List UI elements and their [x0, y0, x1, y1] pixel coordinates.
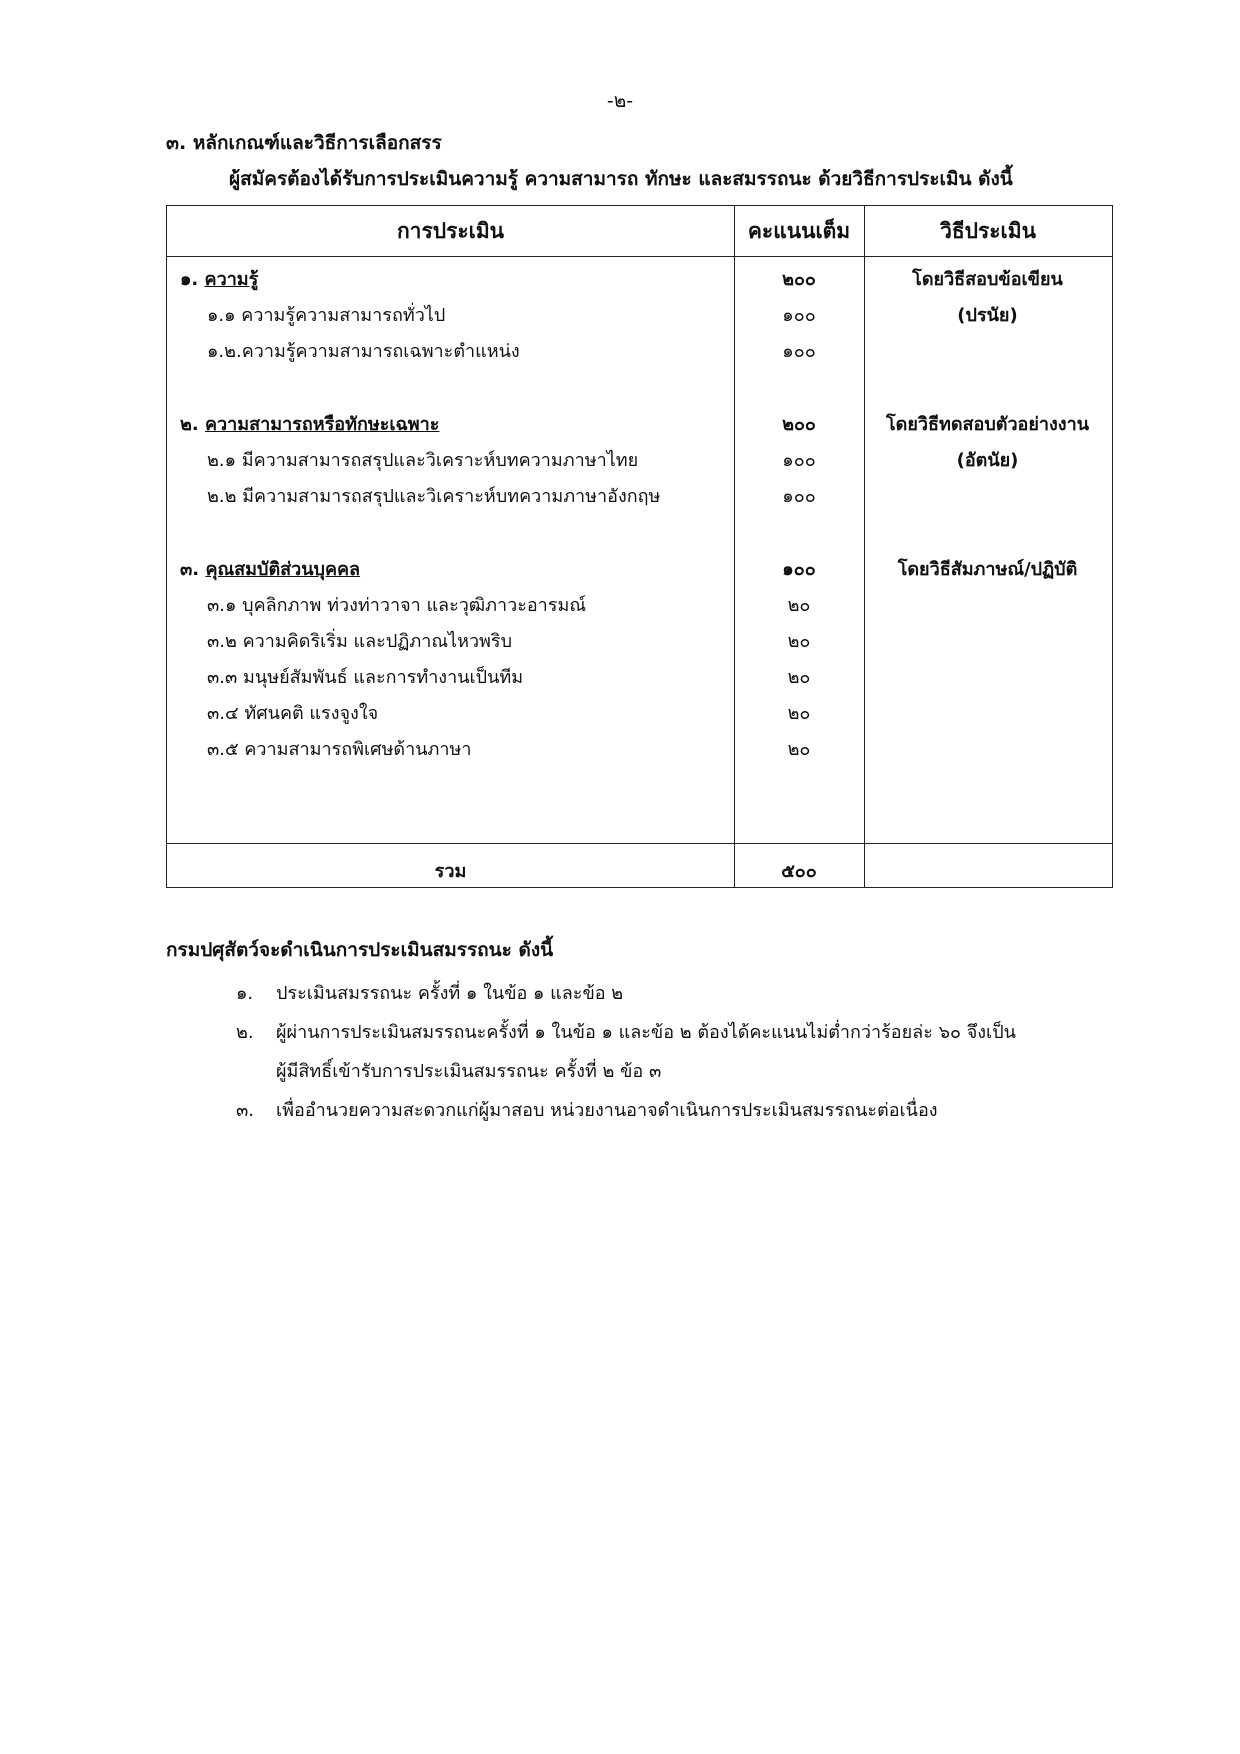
note-3-line-1: เพื่ออำนวยความสะดวกแก่ผู้มาสอบ หน่วยงานอาจดำเนินการประเมินสมรรถนะต่อเนื่อง: [276, 1100, 938, 1121]
header-divider: [167, 256, 1112, 257]
note-2-line-2: ผู้มีสิทธิ์เข้ารับการประเมินสมรรถนะ ครั้งที่ ๒ ข้อ ๓: [276, 1061, 662, 1082]
item-1-1-score: ๑๐๐: [782, 305, 816, 326]
item-3-3-label: ๓.๓ มนุษย์สัมพันธ์ และการทำงานเป็นทีม: [207, 667, 524, 688]
note-1-line-1: ประเมินสมรรถนะ ครั้งที่ ๑ ในข้อ ๑ และข้อ ๒: [276, 983, 624, 1004]
group-1-method-line-2: (ปรนัย): [957, 305, 1018, 326]
group-1-method-line-1: โดยวิธีสอบข้อเขียน: [912, 269, 1063, 290]
item-3-5-label: ๓.๕ ความสามารถพิเศษด้านภาษา: [207, 739, 472, 760]
item-1-2-label: ๑.๒.ความรู้ความสามารถเฉพาะตำแหน่ง: [207, 341, 520, 362]
item-3-2-score: ๒๐: [787, 631, 811, 652]
item-3-4-label: ๓.๔ ทัศนคติ แรงจูงใจ: [207, 703, 379, 724]
note-1-number: ๑.: [236, 983, 254, 1004]
group-2-label: ความสามารถหรือทักษะเฉพาะ: [204, 414, 440, 435]
group-3-title: [180, 554, 360, 583]
group-2-score: ๒๐๐: [782, 414, 816, 435]
group-1-title: [180, 264, 258, 293]
note-2-number: ๒.: [236, 1022, 254, 1043]
item-1-1-label: ๑.๑ ความรู้ความสามารถทั่วไป: [207, 305, 446, 326]
item-3-3-score: ๒๐: [787, 667, 811, 688]
group-3-score: ๑๐๐: [782, 559, 816, 580]
page-number: -๒-: [606, 90, 634, 112]
total-divider: [167, 843, 1112, 844]
item-2-2-score: ๑๐๐: [782, 486, 816, 507]
header-method: วิธีประเมิน: [940, 219, 1036, 243]
header-assessment: การประเมิน: [396, 219, 505, 243]
item-2-1-label: ๒.๑ มีความสามารถสรุปและวิเคราะห์บทความภาษาไทย: [207, 450, 639, 471]
group-2-title: [180, 409, 439, 438]
group-2-number: ๒.: [180, 414, 199, 435]
group-1-label: ความรู้: [204, 269, 259, 290]
note-2-line-1: ผู้ผ่านการประเมินสมรรถนะครั้งที่ ๑ ในข้อ ๑ และข้อ ๒ ต้องได้คะแนนไม่ต่ำกว่าร้อยล่ะ ๖๐ จึงเป็น: [276, 1022, 1016, 1043]
item-3-4-score: ๒๐: [787, 703, 811, 724]
group-1-number: ๑.: [180, 269, 199, 290]
group-3-method-line-1: โดยวิธีสัมภาษณ์/ปฏิบัติ: [897, 559, 1078, 580]
group-3-label: คุณสมบัติส่วนบุคคล: [205, 559, 361, 580]
group-2-method-line-1: โดยวิธีทดสอบตัวอย่างงาน: [885, 414, 1090, 435]
item-2-1-score: ๑๐๐: [782, 450, 816, 471]
total-label: รวม: [434, 861, 467, 882]
item-2-2-label: ๒.๒ มีความสามารถสรุปและวิเคราะห์บทความภาษาอังกฤษ: [207, 486, 661, 507]
dept-heading: กรมปศุสัตว์จะดำเนินการประเมินสมรรถนะ ดังนี้: [166, 939, 554, 961]
total-score: ๕๐๐: [781, 861, 817, 882]
group-3-number: ๓.: [180, 559, 200, 580]
assessment-table: [166, 205, 1113, 888]
item-3-5-score: ๒๐: [787, 739, 811, 760]
group-2-method-line-2: (อัตนัย): [956, 450, 1019, 471]
section-heading: ๓. หลักเกณฑ์และวิธีการเลือกสรร: [166, 132, 442, 154]
item-3-2-label: ๓.๒ ความคิดริเริ่ม และปฏิภาณไหวพริบ: [207, 631, 513, 652]
intro-text: ผู้สมัครต้องได้รับการประเมินความรู้ ความสามารถ ทักษะ และสมรรถนะ ด้วยวิธีการประเมิน ดังนี้: [229, 168, 1013, 190]
item-3-1-score: ๒๐: [787, 595, 811, 616]
item-3-1-label: ๓.๑ บุคลิกภาพ ท่วงท่าวาจา และวุฒิภาวะอารมณ์: [207, 595, 587, 616]
group-1-score: ๒๐๐: [782, 269, 816, 290]
header-full-score: คะแนนเต็ม: [747, 219, 851, 243]
item-1-2-score: ๑๐๐: [782, 341, 816, 362]
note-3-number: ๓.: [236, 1100, 255, 1121]
